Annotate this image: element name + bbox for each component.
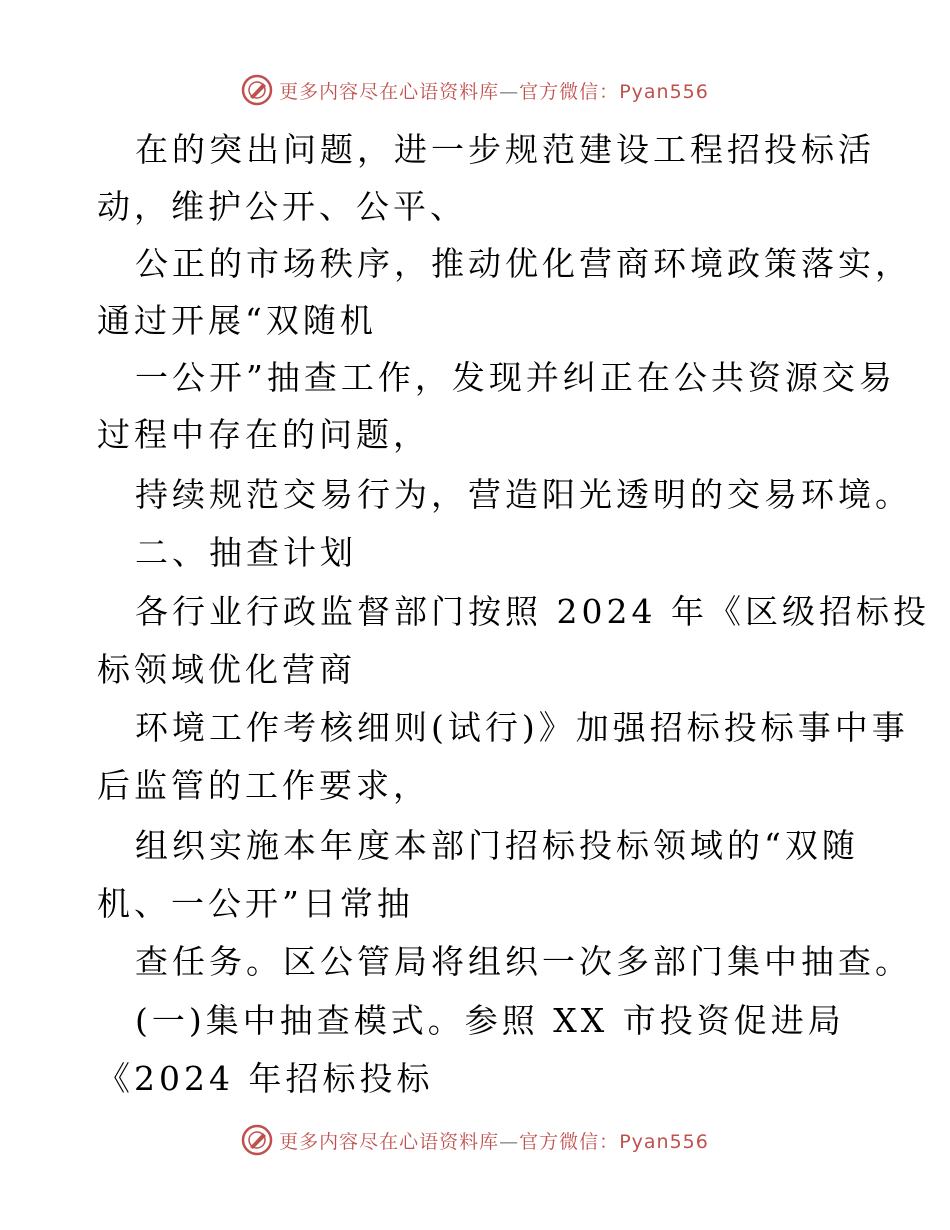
footer-separator: — xyxy=(499,1130,520,1153)
body-line: 各行业行政监督部门按照 2024 年《区级招标投 xyxy=(135,592,930,631)
body-line: 后监管的工作要求， xyxy=(97,766,430,805)
body-line: 持续规范交易行为，营造阳光透明的交易环境。 xyxy=(135,475,912,514)
body-line: 一公开”抽查工作，发现并纠正在公共资源交易 xyxy=(135,358,896,397)
body-line: 过程中存在的问题， xyxy=(97,415,430,454)
brand-logo-icon xyxy=(241,1124,273,1156)
body-line: 组织实施本年度本部门招标投标领域的“双随 xyxy=(135,826,859,865)
header-separator: — xyxy=(499,80,520,103)
body-line: 公正的市场秩序，推动优化营商环境政策落实， xyxy=(135,244,912,283)
page-header xyxy=(0,70,950,110)
body-line: 机、一公开”日常抽 xyxy=(97,884,414,923)
footer-brand-text: 更多内容尽在心语资料库 xyxy=(279,1130,500,1153)
body-line: 标领域优化营商 xyxy=(97,650,356,689)
section-heading: 二、抽查计划 xyxy=(135,533,357,572)
header-wechat-id: Pyan556 xyxy=(619,80,709,103)
body-line: 《2024 年招标投标 xyxy=(97,1059,434,1098)
body-line: 环境工作考核细则(试行)》加强招标投标事中事 xyxy=(135,708,909,747)
header-wechat-label: 官方微信： xyxy=(519,80,620,103)
brand-logo-icon xyxy=(241,74,273,106)
footer-wechat-label: 官方微信： xyxy=(519,1130,620,1153)
body-line: 通过开展“双随机 xyxy=(97,301,377,340)
header-brand-text: 更多内容尽在心语资料库 xyxy=(279,80,500,103)
body-line: 动，维护公开、公平、 xyxy=(97,187,467,226)
body-line: 在的突出问题，进一步规范建设工程招投标活 xyxy=(135,130,875,169)
body-line: (一)集中抽查模式。参照 XX 市投资促进局 xyxy=(135,1001,845,1040)
footer-wechat-id: Pyan556 xyxy=(619,1130,709,1153)
page-footer xyxy=(0,1120,950,1160)
body-line: 查任务。区公管局将组织一次多部门集中抽查。 xyxy=(135,942,912,981)
